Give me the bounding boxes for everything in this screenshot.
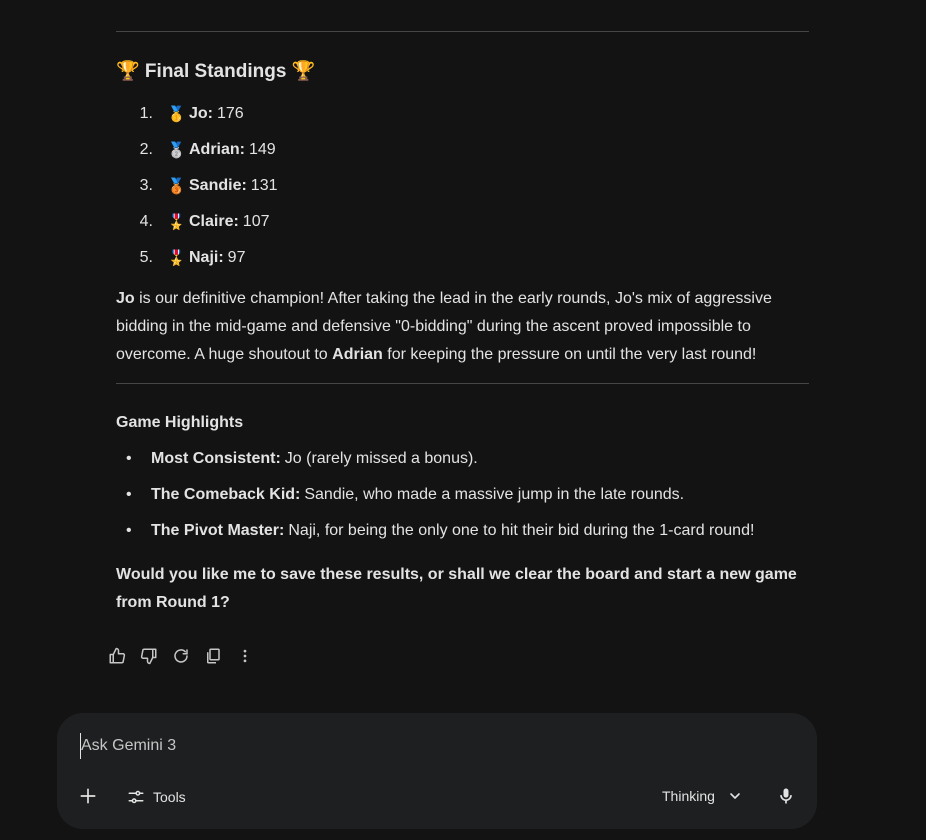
highlight-text: Jo (rarely missed a bonus).	[284, 450, 478, 467]
rank-number: 3.	[139, 177, 153, 194]
standings-item	[116, 96, 278, 132]
mode-label: Thinking	[662, 788, 715, 804]
response-actions	[106, 645, 256, 667]
bullet: •	[126, 522, 132, 539]
divider-top	[116, 31, 809, 32]
mic-icon[interactable]	[774, 784, 798, 808]
rank-number: 1.	[139, 105, 153, 122]
bullet: •	[126, 450, 132, 467]
rank-number: 2.	[139, 141, 153, 158]
mode-selector[interactable]	[662, 784, 743, 808]
summary-paragraph	[116, 285, 809, 369]
summary-text-1: is our definitive champion! After taking the lead in the early rounds, Jo's mix of aggressive bidding in the mid-game and defensive "0-bidding" during the ascent proved impossible to overcome. A huge shoutout to	[116, 290, 772, 363]
highlight-label: The Comeback Kid:	[151, 486, 301, 503]
military-medal-icon: 🎖️	[167, 250, 186, 267]
rank-number: 4.	[139, 213, 153, 230]
highlight-label: Most Consistent:	[151, 450, 281, 467]
prompt-input[interactable]	[80, 733, 783, 759]
military-medal-icon: 🎖️	[167, 214, 186, 231]
player-name: Claire:	[189, 213, 239, 230]
gold-medal-icon: 🥇	[167, 106, 186, 123]
more-vert-icon[interactable]	[234, 645, 256, 667]
thumbs-down-icon[interactable]	[138, 645, 160, 667]
highlight-item	[116, 441, 809, 477]
player-name: Naji:	[189, 249, 224, 266]
thumbs-up-icon[interactable]	[106, 645, 128, 667]
player-score: 107	[242, 213, 270, 230]
standings-item	[116, 240, 278, 276]
player-name: Adrian:	[189, 141, 245, 158]
standings-heading: 🏆 Final Standings 🏆	[116, 61, 316, 82]
standings-item	[116, 132, 278, 168]
player-name: Sandie:	[189, 177, 247, 194]
silver-medal-icon: 🥈	[167, 142, 186, 159]
highlights-list	[116, 441, 809, 549]
plus-icon[interactable]	[77, 785, 99, 807]
tools-button[interactable]	[127, 785, 186, 809]
player-name: Jo:	[189, 105, 213, 122]
divider-middle	[116, 383, 809, 384]
player-score: 131	[250, 177, 278, 194]
player-score: 149	[249, 141, 276, 158]
prompt-composer	[57, 713, 817, 829]
followup-question: Would you like me to save these results, or shall we clear the board and start a new game from Round 1?	[116, 566, 797, 611]
rank-number: 5.	[139, 249, 153, 266]
highlight-label: The Pivot Master:	[151, 522, 285, 539]
tools-icon	[127, 788, 145, 806]
highlight-item	[116, 477, 809, 513]
bullet: •	[126, 486, 132, 503]
standings-item	[116, 168, 278, 204]
refresh-icon[interactable]	[170, 645, 192, 667]
copy-icon[interactable]	[202, 645, 224, 667]
standings-list	[116, 96, 278, 276]
tools-label: Tools	[153, 789, 186, 805]
highlight-text: Naji, for being the only one to hit their bid during the 1-card round!	[288, 522, 755, 539]
highlight-text: Sandie, who made a massive jump in the late rounds.	[304, 486, 685, 503]
highlight-item	[116, 513, 809, 549]
champion-name: Jo	[116, 290, 135, 307]
player-score: 176	[217, 105, 244, 122]
runner-up-name: Adrian	[332, 346, 383, 363]
summary-text-2: for keeping the pressure on until the very last round!	[382, 346, 757, 363]
player-score: 97	[227, 249, 246, 266]
highlights-heading: Game Highlights	[116, 414, 244, 431]
standings-item	[116, 204, 278, 240]
chevron-down-icon	[727, 788, 743, 804]
bronze-medal-icon: 🥉	[167, 178, 186, 195]
